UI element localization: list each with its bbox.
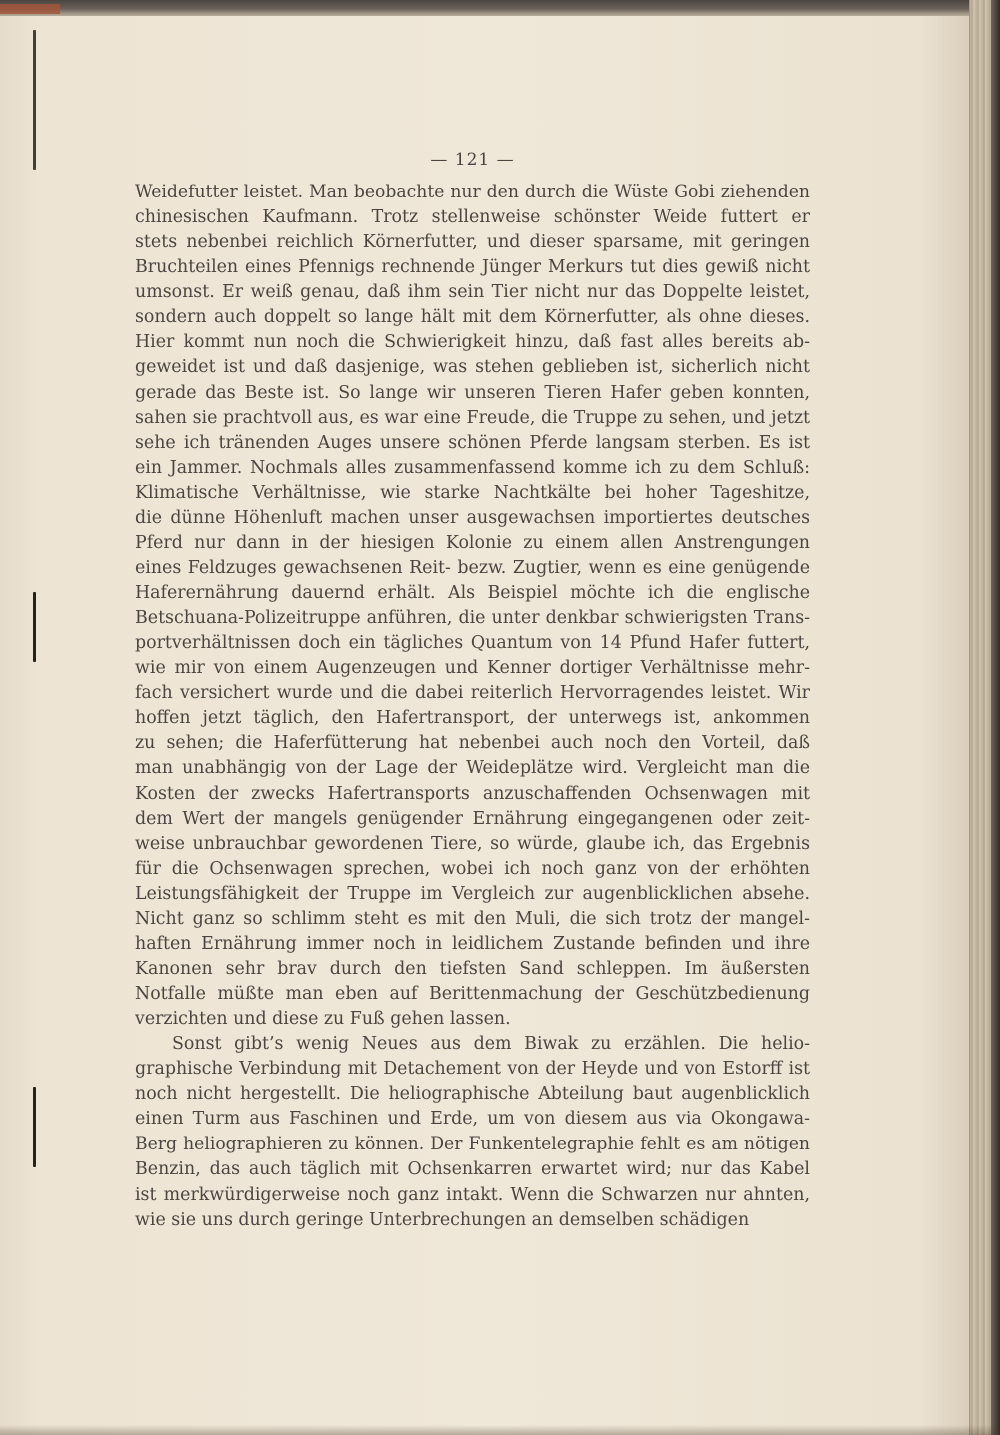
text-line: stets nebenbei reichlich Körnerfutter, und dieser sparsame, mit geringen	[135, 232, 810, 253]
text-line: Kosten der zwecks Hafertransports anzuschaffenden Ochsenwagen mit	[135, 783, 810, 804]
text-line: Sonst gibt’s wenig Neues aus dem Biwak zu erzählen. Die helio-	[172, 1034, 810, 1055]
page-number: — 121 —	[430, 150, 515, 170]
text-line: Kanonen sehr brav durch den tiefsten Sand schleppen. Im äußersten	[135, 958, 810, 979]
page-stack-edge	[969, 0, 1000, 1435]
text-line: die dünne Höhenluft machen unser ausgewachsen importiertes deutsches	[135, 507, 810, 528]
text-line: Berg heliographieren zu können. Der Funkentelegraphie fehlt es am nötigen	[135, 1134, 810, 1155]
bookmark-tab	[0, 4, 60, 14]
top-page-edge	[0, 0, 1000, 16]
text-line: portverhältnissen doch ein tägliches Quantum von 14 Pfund Hafer futtert,	[135, 633, 810, 654]
text-line: Klimatische Verhältnisse, wie starke Nachtkälte bei hoher Tageshitze,	[135, 482, 810, 503]
text-line: sahen sie prachtvoll aus, es war eine Freude, die Truppe zu sehen, und jetzt	[135, 407, 810, 428]
text-line: ist merkwürdigerweise noch ganz intakt. Wenn die Schwarzen nur ahnten,	[135, 1184, 810, 1205]
text-line: geweidet ist und daß dasjenige, was stehen geblieben ist, sicherlich nicht	[135, 357, 810, 378]
text-line: umsonst. Er weiß genau, daß ihm sein Tier nicht nur das Doppelte leistet,	[135, 282, 810, 303]
margin-mark	[33, 30, 36, 170]
cover-rim	[991, 0, 1000, 1435]
text-line: Benzin, das auch täglich mit Ochsenkarren erwartet wird; nur das Kabel	[135, 1159, 810, 1180]
text-line: wie mir von einem Augenzeugen und Kenner dortiger Verhältnisse mehr-	[135, 658, 810, 679]
text-line: Weidefutter leistet. Man beobachte nur den durch die Wüste Gobi ziehenden	[135, 182, 810, 202]
text-line: eines Feldzuges gewachsenen Reit- bezw. Zugtier, wenn es eine genügende	[135, 557, 810, 578]
text-line: wie sie uns durch geringe Unterbrechungen an demselben schädigen	[135, 1209, 750, 1230]
text-line: man unabhängig von der Lage der Weideplätze wird. Vergleicht man die	[135, 758, 810, 779]
text-line: hoffen jetzt täglich, den Hafertransport, der unterwegs ist, ankommen	[135, 708, 810, 729]
text-line: haften Ernährung immer noch in leidlichem Zustande befinden und ihre	[135, 933, 810, 954]
text-line: sondern auch doppelt so lange hält mit dem Körnerfutter, als ohne dieses.	[135, 307, 810, 328]
text-line: verzichten und diese zu Fuß gehen lassen.	[135, 1009, 511, 1030]
body-text	[135, 180, 810, 1233]
text-line: fach versichert wurde und die dabei reiterlich Hervorragendes leistet. Wir	[135, 683, 810, 704]
text-line: ein Jammer. Nochmals alles zusammenfassend komme ich zu dem Schluß:	[135, 457, 810, 478]
text-line: noch nicht hergestellt. Die heliographische Abteilung baut augenblicklich	[135, 1084, 810, 1105]
text-line: dem Wert der mangels genügender Ernährung eingegangenen oder zeit-	[135, 808, 810, 829]
text-line: gerade das Beste ist. So lange wir unseren Tieren Hafer geben konnten,	[135, 382, 810, 403]
page-text-block	[135, 140, 810, 1233]
text-line: chinesischen Kaufmann. Trotz stellenweise schönster Weide futtert er	[135, 207, 810, 228]
text-line: Pferd nur dann in der hiesigen Kolonie zu einem allen Anstrengungen	[135, 532, 810, 553]
text-line: Bruchteilen eines Pfennigs rechnende Jünger Merkurs tut dies gewiß nicht	[135, 257, 810, 278]
paragraph	[135, 180, 810, 1032]
bottom-shadow	[0, 1425, 1000, 1435]
text-line: Leistungsfähigkeit der Truppe im Vergleich zur augenblicklichen absehe.	[135, 883, 810, 904]
text-line: Notfalle müßte man eben auf Berittenmachung der Geschützbedienung	[135, 984, 810, 1004]
text-line: für die Ochsenwagen sprechen, wobei ich noch ganz von der erhöhten	[135, 858, 810, 879]
text-line: graphische Verbindung mit Detachement von der Heyde und von Estorff ist	[135, 1059, 810, 1080]
text-line: einen Turm aus Faschinen und Erde, um von diesem aus via Okongawa-	[135, 1109, 810, 1130]
text-line: Nicht ganz so schlimm steht es mit den Muli, die sich trotz der mangel-	[135, 908, 810, 929]
text-line: Haferernährung dauernd erhält. Als Beispiel möchte ich die englische	[135, 583, 810, 603]
paragraph	[135, 1032, 810, 1233]
text-line: zu sehen; die Haferfütterung hat nebenbei auch noch den Vorteil, daß	[135, 733, 810, 754]
text-line: Hier kommt nun noch die Schwierigkeit hinzu, daß fast alles bereits ab-	[135, 332, 810, 353]
text-line: weise unbrauchbar gewordenen Tiere, so würde, glaube ich, das Ergebnis	[135, 833, 810, 854]
text-line: Betschuana-Polizeitruppe anführen, die unter denkbar schwierigsten Trans-	[135, 608, 810, 629]
margin-mark	[33, 1087, 36, 1167]
margin-mark	[33, 592, 36, 662]
text-line: sehe ich tränenden Auges unsere schönen Pferde langsam sterben. Es ist	[135, 432, 810, 453]
